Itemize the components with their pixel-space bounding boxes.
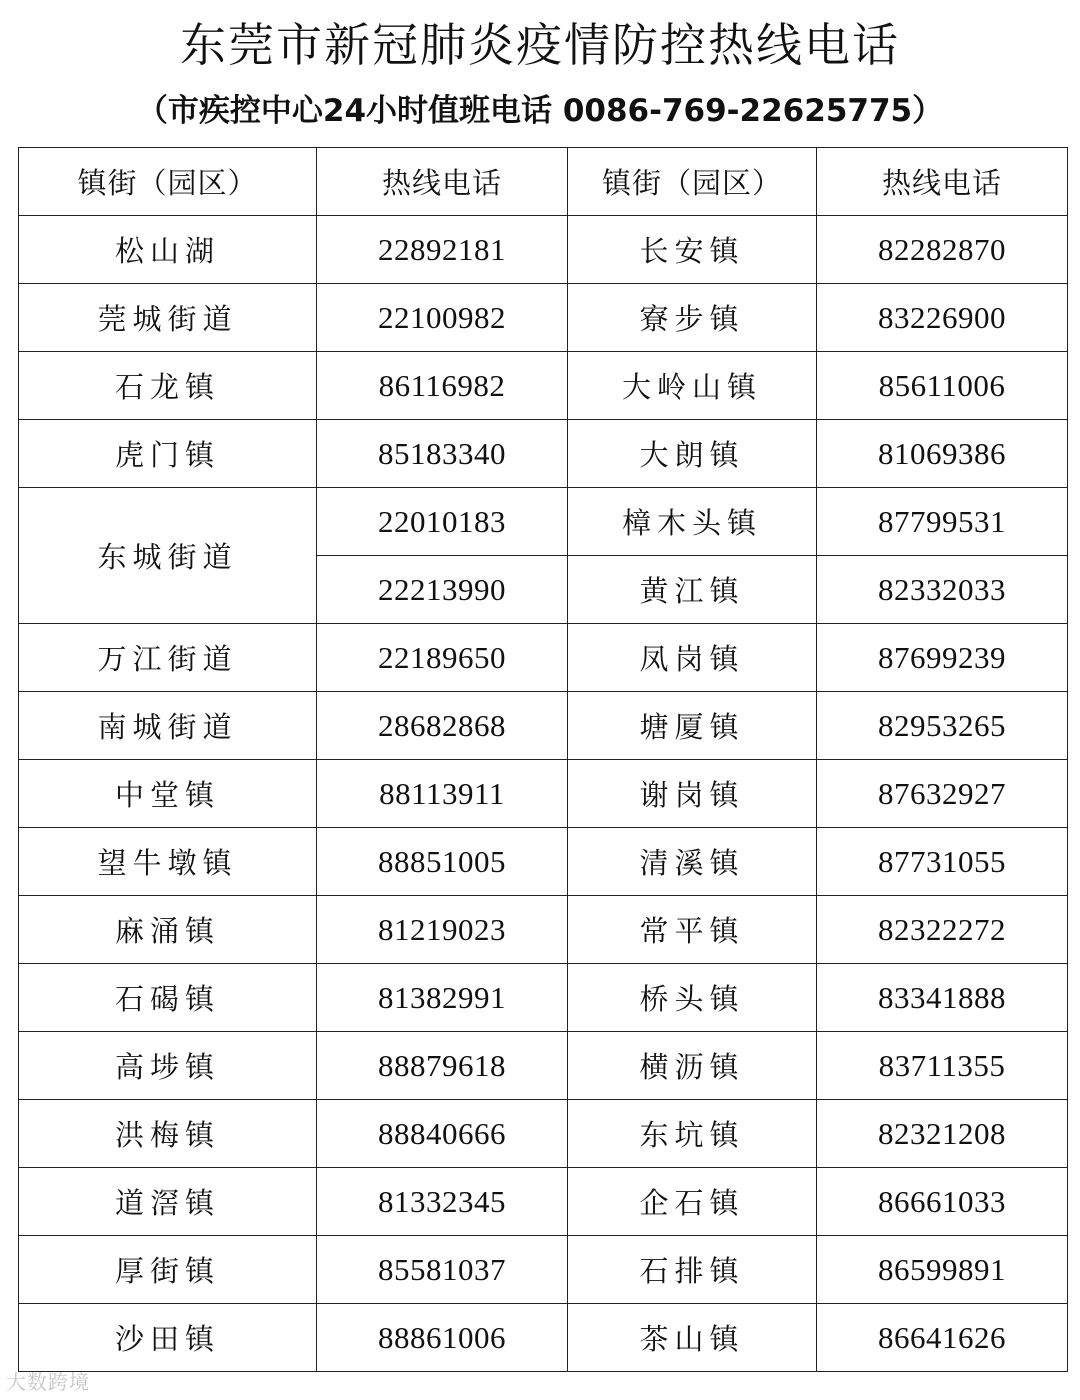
hotline-number-cell: 87699239 <box>817 624 1068 692</box>
hotline-number-cell: 22892181 <box>317 216 568 284</box>
hotline-number-cell: 86116982 <box>317 352 568 420</box>
hotline-number-cell: 82332033 <box>817 556 1068 624</box>
town-name-cell: 桥头镇 <box>568 964 817 1032</box>
header-phone-left: 热线电话 <box>317 148 568 216</box>
hotline-number-cell: 83341888 <box>817 964 1068 1032</box>
town-name-cell: 厚街镇 <box>19 1236 317 1304</box>
town-name-cell: 黄江镇 <box>568 556 817 624</box>
town-name-cell: 长安镇 <box>568 216 817 284</box>
town-name-cell: 洪梅镇 <box>19 1100 317 1168</box>
town-name-cell: 大朗镇 <box>568 420 817 488</box>
hotline-number-cell: 85581037 <box>317 1236 568 1304</box>
table-row <box>19 1032 1068 1100</box>
town-name-cell: 东城街道 <box>19 488 317 624</box>
page-subtitle: （市疾控中心24小时值班电话 0086-769-22625775） <box>136 93 944 129</box>
town-name-cell: 凤岗镇 <box>568 624 817 692</box>
hotline-number-cell: 22010183 <box>317 488 568 556</box>
town-name-cell: 塘厦镇 <box>568 692 817 760</box>
header-town-right: 镇街（园区） <box>568 148 817 216</box>
hotline-number-cell: 82282870 <box>817 216 1068 284</box>
table-row <box>19 284 1068 352</box>
header-phone-right: 热线电话 <box>817 148 1068 216</box>
hotline-number-cell: 28682868 <box>317 692 568 760</box>
hotline-number-cell: 82321208 <box>817 1100 1068 1168</box>
hotline-number-cell: 86641626 <box>817 1304 1068 1372</box>
hotline-number-cell: 22213990 <box>317 556 568 624</box>
hotline-number-cell: 88879618 <box>317 1032 568 1100</box>
town-name-cell: 石碣镇 <box>19 964 317 1032</box>
table-row <box>19 964 1068 1032</box>
town-name-cell: 横沥镇 <box>568 1032 817 1100</box>
table-row <box>19 488 1068 556</box>
hotline-number-cell: 88113911 <box>317 760 568 828</box>
table-row <box>19 624 1068 692</box>
town-name-cell: 茶山镇 <box>568 1304 817 1372</box>
town-name-cell: 石排镇 <box>568 1236 817 1304</box>
town-name-cell: 万江街道 <box>19 624 317 692</box>
hotline-number-cell: 85611006 <box>817 352 1068 420</box>
town-name-cell: 谢岗镇 <box>568 760 817 828</box>
hotline-number-cell: 87632927 <box>817 760 1068 828</box>
table-row <box>19 352 1068 420</box>
page-title: 东莞市新冠肺炎疫情防控热线电话 <box>180 18 900 72</box>
town-name-cell: 望牛墩镇 <box>19 828 317 896</box>
town-name-cell: 寮步镇 <box>568 284 817 352</box>
town-name-cell: 中堂镇 <box>19 760 317 828</box>
hotline-table <box>18 147 1068 1372</box>
table-row <box>19 1304 1068 1372</box>
town-name-cell: 虎门镇 <box>19 420 317 488</box>
town-name-cell: 清溪镇 <box>568 828 817 896</box>
hotline-number-cell: 88840666 <box>317 1100 568 1168</box>
hotline-number-cell: 81332345 <box>317 1168 568 1236</box>
hotline-number-cell: 86599891 <box>817 1236 1068 1304</box>
table-row <box>19 1168 1068 1236</box>
table-row <box>19 216 1068 284</box>
table-row <box>19 760 1068 828</box>
hotline-number-cell: 81382991 <box>317 964 568 1032</box>
town-name-cell: 南城街道 <box>19 692 317 760</box>
table-body <box>19 216 1068 1372</box>
table-row <box>19 420 1068 488</box>
hotline-number-cell: 81219023 <box>317 896 568 964</box>
town-name-cell: 麻涌镇 <box>19 896 317 964</box>
town-name-cell: 莞城街道 <box>19 284 317 352</box>
watermark: 大数跨境 <box>6 1370 90 1394</box>
header-town-left: 镇街（园区） <box>19 148 317 216</box>
table-row <box>19 1236 1068 1304</box>
town-name-cell: 道滘镇 <box>19 1168 317 1236</box>
hotline-number-cell: 82953265 <box>817 692 1068 760</box>
table-row <box>19 1100 1068 1168</box>
town-name-cell: 常平镇 <box>568 896 817 964</box>
hotline-number-cell: 22189650 <box>317 624 568 692</box>
table-row <box>19 828 1068 896</box>
hotline-number-cell: 88861006 <box>317 1304 568 1372</box>
table-header-row <box>19 148 1068 216</box>
town-name-cell: 企石镇 <box>568 1168 817 1236</box>
table-row <box>19 692 1068 760</box>
town-name-cell: 大岭山镇 <box>568 352 817 420</box>
hotline-number-cell: 87799531 <box>817 488 1068 556</box>
hotline-number-cell: 87731055 <box>817 828 1068 896</box>
hotline-number-cell: 22100982 <box>317 284 568 352</box>
town-name-cell: 松山湖 <box>19 216 317 284</box>
town-name-cell: 石龙镇 <box>19 352 317 420</box>
town-name-cell: 沙田镇 <box>19 1304 317 1372</box>
hotline-number-cell: 86661033 <box>817 1168 1068 1236</box>
town-name-cell: 樟木头镇 <box>568 488 817 556</box>
hotline-number-cell: 81069386 <box>817 420 1068 488</box>
hotline-number-cell: 83711355 <box>817 1032 1068 1100</box>
town-name-cell: 高埗镇 <box>19 1032 317 1100</box>
hotline-number-cell: 82322272 <box>817 896 1068 964</box>
table-row <box>19 896 1068 964</box>
town-name-cell: 东坑镇 <box>568 1100 817 1168</box>
hotline-number-cell: 83226900 <box>817 284 1068 352</box>
hotline-number-cell: 85183340 <box>317 420 568 488</box>
hotline-number-cell: 88851005 <box>317 828 568 896</box>
